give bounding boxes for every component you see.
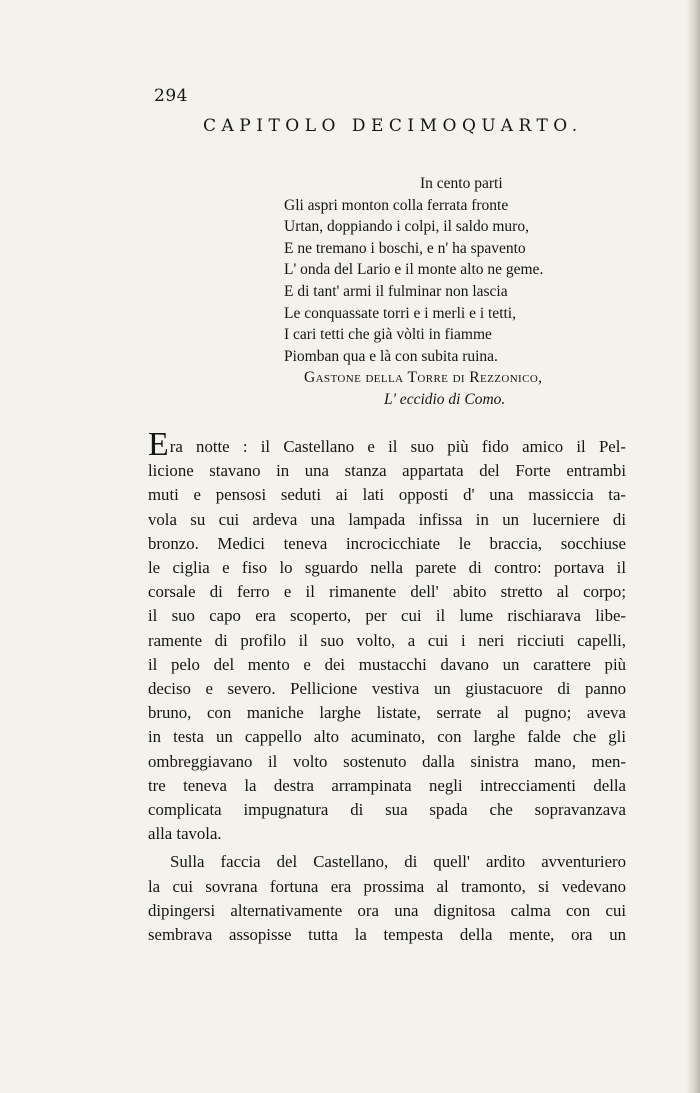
body-text bbox=[148, 426, 626, 947]
epigraph-attribution: Gastone della Torre di Rezzonico, bbox=[304, 369, 543, 387]
body-line: licione stavano in una stanza appartata del Forte entrambi bbox=[148, 461, 626, 481]
body-line: deciso e severo. Pellicione vestiva un giustacuore di panno bbox=[148, 679, 626, 699]
body-line: il suo capo era scoperto, per cui il lume rischiarava libe- bbox=[148, 606, 626, 626]
body-line: il pelo del mento e dei mustacchi davano un carattere più bbox=[148, 654, 626, 674]
body-line: la cui sovrana fortuna era prossima al tramonto, si vedevano bbox=[148, 876, 626, 896]
body-line: in testa un cappello alto acuminato, con larghe falde che gli bbox=[148, 727, 626, 747]
body-line: ramente di profilo il suo volto, a cui i neri ricciuti capelli, bbox=[148, 630, 626, 650]
body-line: dipingersi alternativamente ora una dignitosa calma con cui bbox=[148, 900, 626, 920]
body-line: Sulla faccia del Castellano, di quell' ardito avventuriero bbox=[170, 852, 626, 872]
epigraph-line: Piomban qua e là con subita ruina. bbox=[284, 347, 498, 365]
body-line: vola su cui ardeva una lampada infissa in un lucerniere di bbox=[148, 509, 626, 529]
epigraph-line: Le conquassate torri e i merli e i tetti, bbox=[284, 304, 516, 322]
epigraph-line: E ne tremano i boschi, e n' ha spavento bbox=[284, 239, 526, 257]
body-line: complicata impugnatura di sua spada che sopravanzava bbox=[148, 800, 626, 820]
body-line: corsale di ferro e il rimanente dell' abito stretto al corpo; bbox=[148, 582, 626, 602]
epigraph-line: Gli aspri monton colla ferrata fronte bbox=[284, 196, 509, 214]
epigraph-source: L' eccidio di Como. bbox=[384, 390, 506, 408]
epigraph-line: In cento parti bbox=[420, 175, 503, 192]
body-line: le ciglia e fiso lo sguardo nella parete di contro: portava il bbox=[148, 558, 626, 578]
body-line: sembrava assopisse tutta la tempesta della mente, ora un bbox=[148, 925, 626, 945]
chapter-title: CAPITOLO DECIMOQUARTO. bbox=[203, 116, 583, 136]
page-edge-shadow bbox=[686, 0, 700, 1093]
body-line: ombreggiavano il volto sostenuto dalla sinistra mano, men- bbox=[148, 751, 626, 771]
epigraph-line: L' onda del Lario e il monte alto ne geme. bbox=[284, 261, 544, 279]
drop-cap: E bbox=[148, 426, 169, 463]
body-first-line bbox=[148, 426, 626, 463]
body-line: muti e pensosi seduti ai lati opposti d' una massiccia ta- bbox=[148, 485, 626, 505]
body-line: bronzo. Medici teneva incrocicchiate le braccia, socchiuse bbox=[148, 533, 626, 553]
epigraph bbox=[284, 173, 644, 411]
body-line: bruno, con maniche larghe listate, serrate al pugno; aveva bbox=[148, 703, 626, 723]
body-line: alla tavola. bbox=[148, 824, 222, 844]
body-line: tre teneva la destra arrampinata negli intrecciamenti della bbox=[148, 775, 626, 795]
epigraph-line: E di tant' armi il fulminar non lascia bbox=[284, 282, 508, 300]
epigraph-line: Urtan, doppiando i colpi, il saldo muro, bbox=[284, 218, 529, 236]
page-number: 294 bbox=[154, 86, 188, 106]
epigraph-line: I cari tetti che già vòlti in fiamme bbox=[284, 326, 492, 344]
body-line: ra notte : il Castellano e il suo più fido amico il Pel- bbox=[169, 437, 626, 456]
